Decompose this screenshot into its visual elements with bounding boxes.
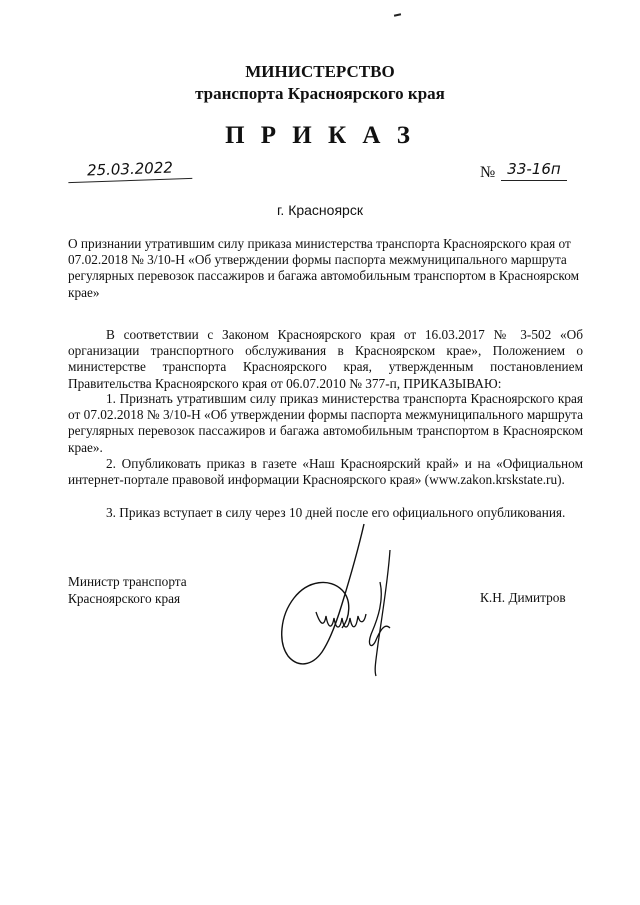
order-item-3: 3. Приказ вступает в силу через 10 дней после его официального опубликования. <box>106 505 566 520</box>
preamble-paragraph: В соответствии с Законом Красноярского края от 16.03.2017 № 3-502 «Об организации транспортного обслуживания в Красноярском крае», Положением о министерстве транспорта Красноярского края, утвержденным постановлением Правительства Красноярского края от 06.07.2010 № 377-п, ПРИКАЗЫВАЮ: <box>68 327 583 391</box>
order-number: 33-16п <box>501 160 567 181</box>
order-item-2: 2. Опубликовать приказ в газете «Наш Красноярский край» и на «Официальном интернет-портале правовой информации Красноярского края» (www.zakon.krskstate.ru). <box>68 456 583 488</box>
order-subject: О признании утратившим силу приказа министерства транспорта Красноярского края от 07.02.2018 № 3/10-Н «Об утверждении формы паспорта межмуниципального маршрута регулярных перевозок пассажиров и багажа автомобильным транспортом в Красноярском крае» <box>68 236 580 300</box>
signer-position-line1: Министр транспорта <box>68 574 187 589</box>
handwritten-signature <box>272 520 422 680</box>
order-date: 25.03.2022 <box>68 158 193 183</box>
ministry-header <box>0 61 640 105</box>
document-type: П Р И К А З <box>225 122 415 149</box>
scan-mark <box>394 13 401 16</box>
signer-name: К.Н. Димитров <box>480 590 566 605</box>
order-item-1: 1. Признать утратившим силу приказ министерства транспорта Красноярского края от 07.02.2018 № 3/10-Н «Об утверждении формы паспорта межмуниципального маршрута регулярных перевозок пассажиров и багажа автомобильным транспортом в Красноярском крае». <box>68 391 583 455</box>
signer-position-line2: Красноярского края <box>68 591 181 606</box>
ministry-title: МИНИСТЕРСТВО <box>245 62 395 81</box>
signer-position <box>68 573 187 607</box>
ministry-subtitle: транспорта Красноярского края <box>195 84 445 103</box>
city: г. Красноярск <box>277 202 363 218</box>
number-prefix: № <box>480 164 496 181</box>
